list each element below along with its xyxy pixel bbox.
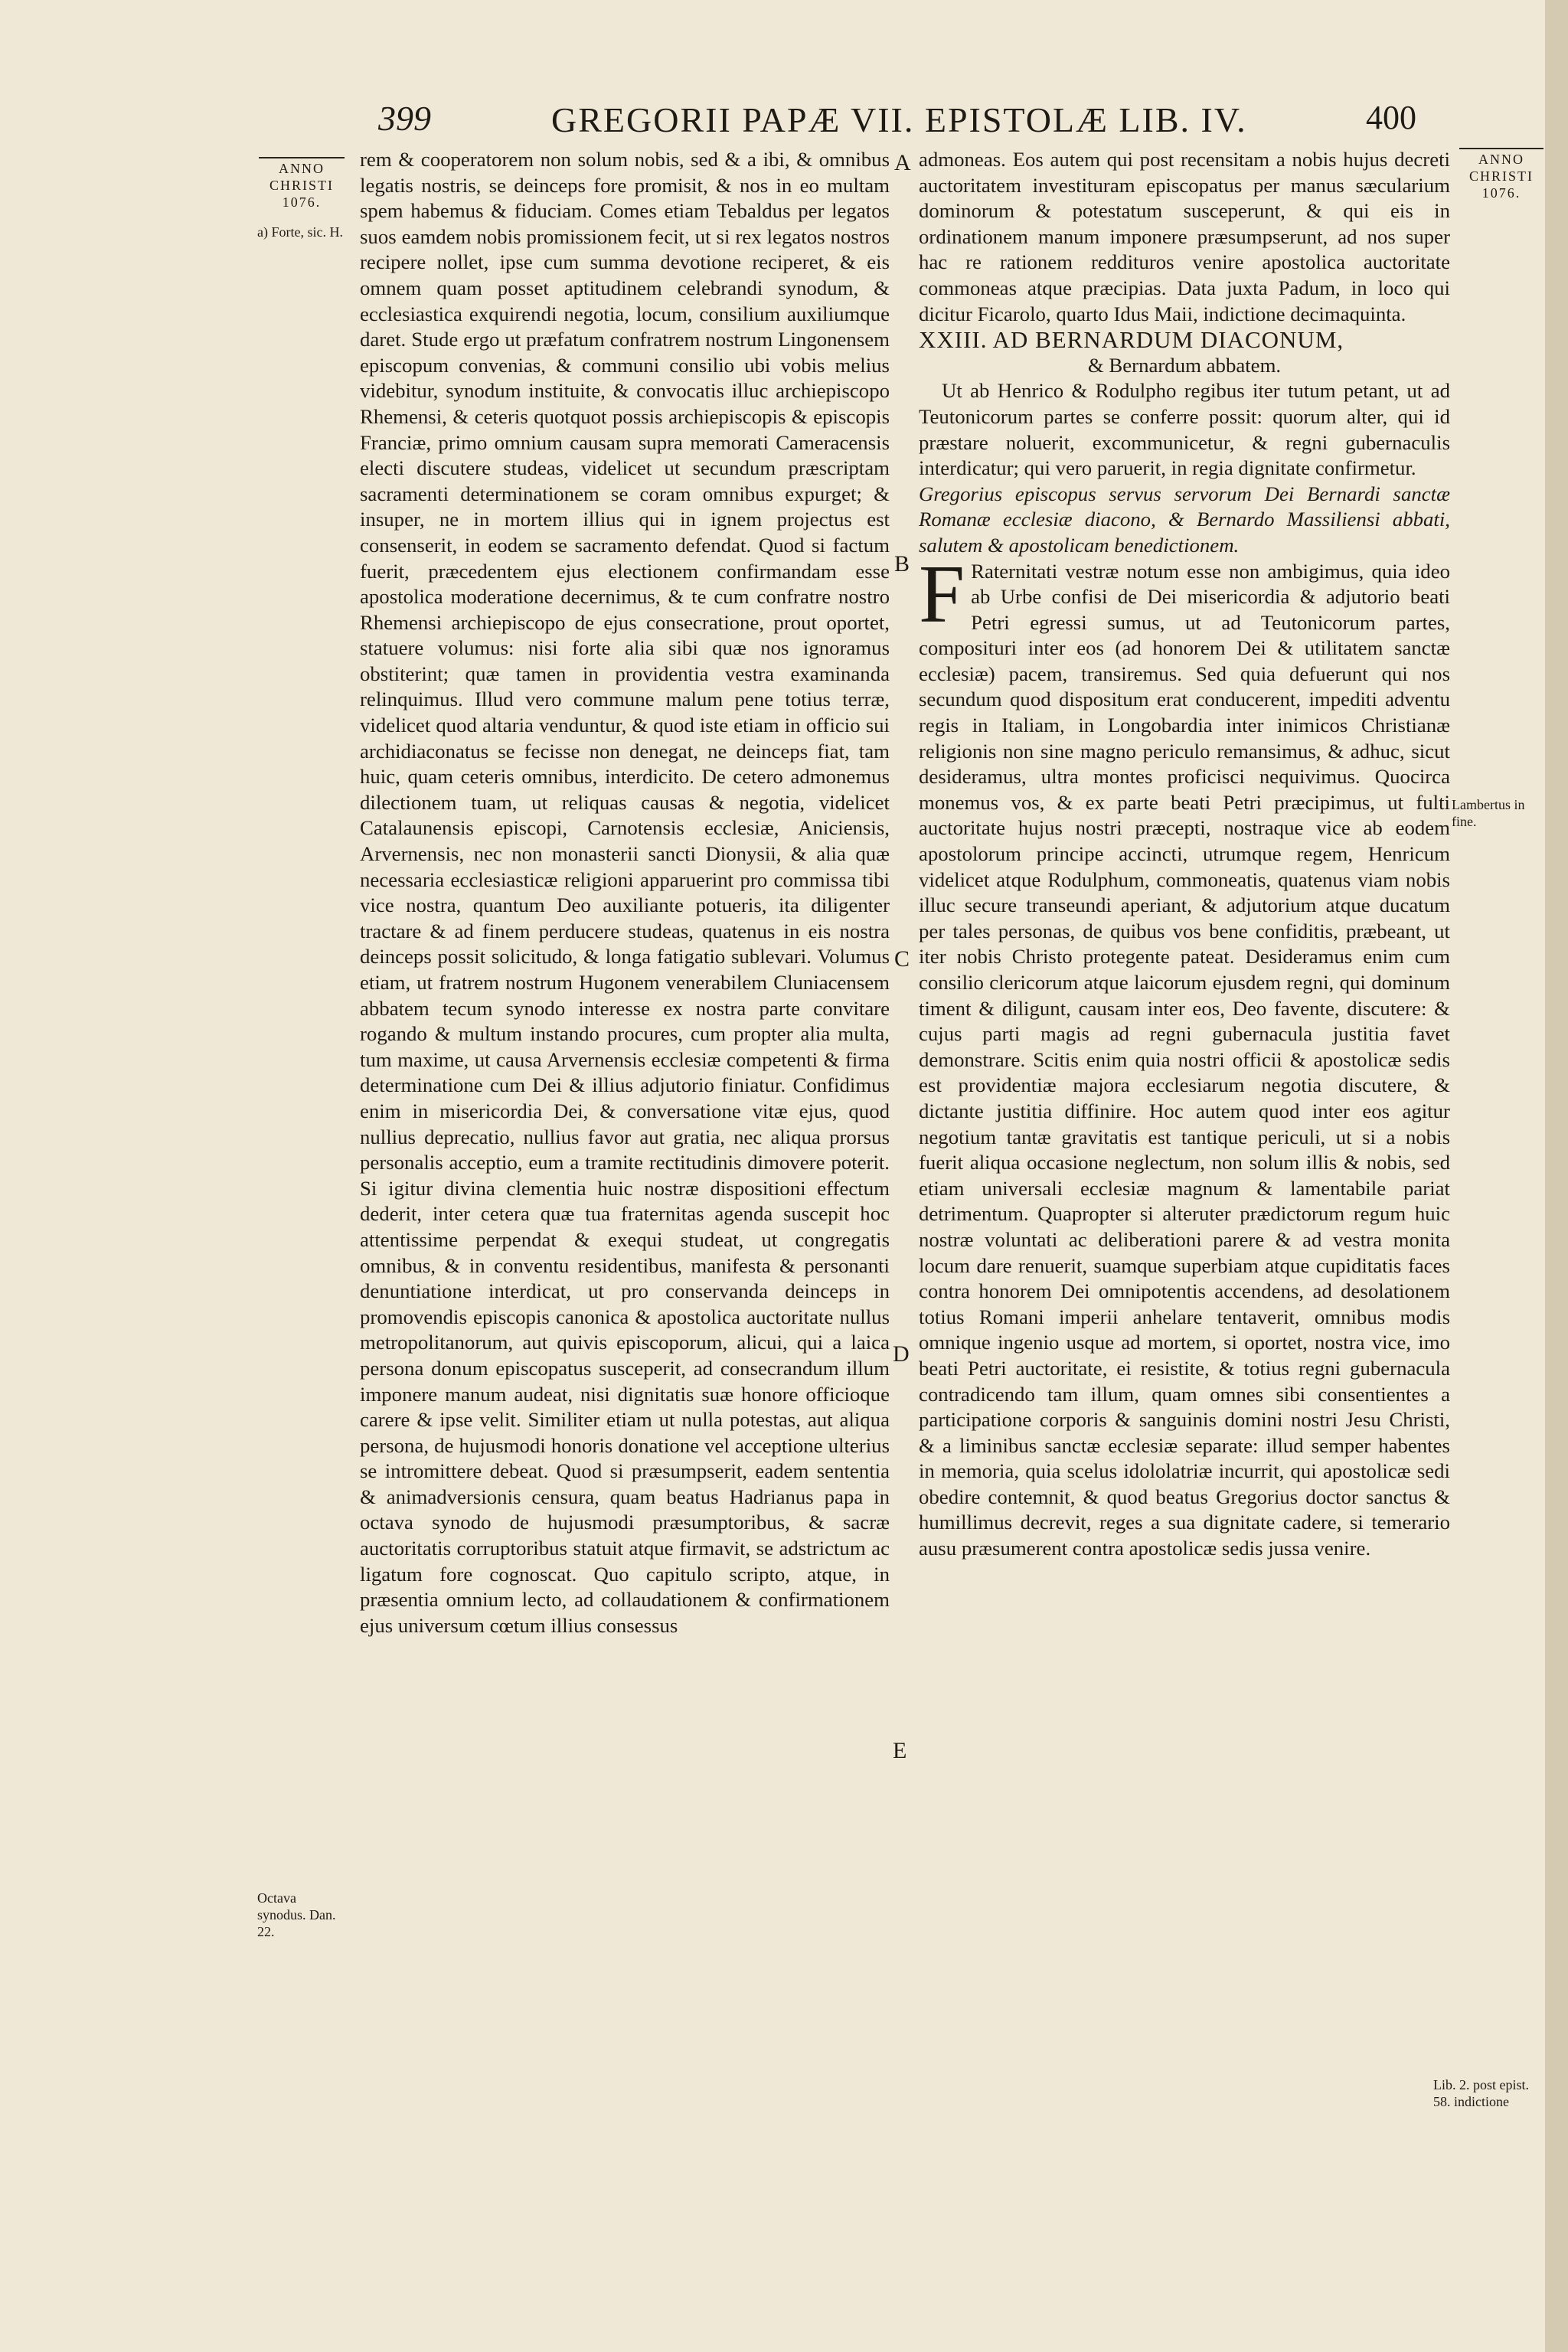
epistle-body: [919, 548, 1450, 1562]
running-header: [368, 98, 1424, 152]
epistle-body-text: Raternitati vestræ notum esse non ambigimus, quia ideo ab Urbe confisi de Dei misericordia & adjutorio beati Petri egressi sumus, ut ad Teutonicorum partes, composituri inter eos (ad honorem Dei & utilitatem sanctæ ecclesiæ) pacem, transiremus. Sed quia defuerunt qui nos secundum quod dispositum erat conducerent, impediti adventu regis in Italiam, in Longobardia inter inimicos Christianæ religionis non sine magno periculo remansimus, & adhuc, sicut desideramus, ultra montes proficisci nequivimus. Quocirca monemus vos, & ex parte beati Petri præcipimus, ut fulti auctoritate hujus nostri præcepti, nostraque vice ab eodem apostolorum principe accincti, utrumque regem, Henricum videlicet atque Rodulphum, commoneatis, quatenus viam nobis illuc secure transeundi aperiant, & adjutorium atque ducatum per tales personas, de quibus vos bene confiditis, præbeant, ut iter nobis Christo protegente pateat. Desideramus enim cum consilio clericorum atque laicorum ejusdem regni, qui dominum timent & diligunt, causam inter eos, Deo favente, discutere: & cujus parti magis ad regni gubernacula justitia favet demonstrare. Scitis enim quia nostri officii & apostolicæ sedis est providentiæ majora ecclesiarum negotia discutere, & dictante justitia diffinire. Hoc autem quod inter eos agitur negotium tantæ gravitatis est tantique periculi, ut si a nobis fuerit aliqua occasione neglectum, non solum illis & nobis, sed etiam universali ecclesiæ magnum & lamentabile pariat detrimentum. Quapropter si alteruter prædictorum regum huic nostræ voluntati ac deliberationi parere & ad vestra monita locum dare renuerit, suamque superbiam atque cupiditatis faces contra honorem Dei omnipotentis accendens, ad desolationem totius Romani imperii anhelare tentaverit, omnibus modis omnique ingenio usque ad mortem, si oportet, nostra vice, imo beati Petri auctoritate, ei resistite, & totius regni gubernacula contradicendo tam illum, quam omnes sibi consentientes a participatione corporis & sanguinis domini nostri Jesu Christi, & a liminibus sanctæ ecclesiæ separate: illud semper habentes in memoria, quia scelus idololatriæ incurrit, qui apostolicæ sedi obedire contemnit, & quod beatus Gregorius doctor sanctus & humillimus decrevit, reges a sua dignitate cadere, si temerario ausu præsumerent contra apostolicæ sedis jussa venire.: [919, 559, 1450, 1560]
year-label: 1076.: [1481, 185, 1521, 201]
margin-rule: [259, 157, 345, 158]
section-letter-a: A: [894, 150, 911, 175]
left-column-text: rem & cooperatorem non solum nobis, sed & a ibi, & omnibus legatis nostris, se deinceps fore promisit, & nos in eo multam spem habemus & fiduciam. Comes etiam Tebaldus per legatos suos eamdem nobis promissionem fecit, ut si rex legatos nostros recipere nollet, ipse cum summa devotione reciperet, & eis omnem quam posset aptitudinem celebrandi synodum, & ecclesiastica exquirendi negotia, locum, consilium auxiliumque daret. Stude ergo ut præfatum confratrem nostrum Lingonensem episcopum convenias, & communi consilio ubi vobis melius videbitur, synodum instituite, & convocatis illuc archiepiscopo Rhemensi, & ceteris quotquot possis archiepiscopis & episcopis Franciæ, primo omnium causam supra memorati Cameracensis electi discutere studeas, videlicet ut secundum præscriptam sacramenti determinationem se coram omnibus expurget; & insuper, ne in mortem illius qui in ignem projectus est consenserit, in eodem se sacramento defendat. Quod si factum fuerit, præcedentem ejus electionem confirmandam esse apostolica moderatione decernimus, & te cum confratre nostro Rhemensi archiepiscopo de ejus consecratione, prout oportet, statuere volumus: nisi forte alia sibi quæ nos ignoramus obstiterint; quæ tamen in providentia vestra examinanda relinquimus. Illud vero commune malum pene totius terræ, videlicet quod altaria venduntur, & quod iste etiam in officio sui archidiaconatus se fecisse non denegat, ne deinceps fiat, tam huic, quam ceteris omnibus, interdicito. De cetero admonemus dilectionem tuam, ut reliquas causas & negotia, videlicet Catalaunensis episcopi, Carnotensis ecclesiæ, Aniciensis, Arvernensis, nec non monasterii sancti Dionysii, & alia quæ necessaria ecclesiasticæ religioni apparuerint pro commissa tibi vice nostra, quantum Deo auxiliante potueris, ita diligenter tractare & ad finem perducere studeas, quatenus in eis nostra deinceps possit solicitudo, & longa fatigatio sublevari. Volumus etiam, ut fratrem nostrum Hugonem venerabilem Cluniacensem abbatem tecum synodo interesse ex nostra parte convitare rogando & multum instando procures, cum propter alia multa, tum maxime, ut causa Arvernensis ecclesiæ competenti & firma determinatione cum Dei & illius adjutorio finiatur. Confidimus enim in misericordia Dei, & conversatione vitæ ejus, quod nullius deprecatio, nullius favor aut gratia, nec aliqua prorsus personalis acceptio, eum a tramite rectitudinis dimovere poterit. Si igitur divina clementia huic nostræ dispositioni effectum dederit, inter cetera quæ tua fraternitas agenda suscepit hoc attentissime perpendat & exequi studeat, ut congregatis omnibus, & in conventu residentibus, manifesta & personanti denuntiatione interdicat, ut pro conservanda deinceps in promovendis episcopis canonica & apostolica auctoritate nullus metropolitanorum, aut quivis episcoporum, alicui, qui a laica persona donum episcopatus susceperit, ad consecrandum illum imponere manum audeat, nisi dignitatis suæ honore officioque carere & ipse velit. Similiter etiam ut nulla potestas, aut aliqua persona, de hujusmodi honoris donatione vel acceptione ulterius se intromittere debeat. Quod si præsumpserit, eadem sententia & animadversionis censura, quam beatus Hadrianus papa in octava synodo de hujusmodi præsumptoribus, & sacræ auctoritatis corruptoribus statuit atque firmavit, se adstrictum ac ligatum fore cognoscat. Quo capitulo scripto, atque, in præsentia omnium lecto, ad collaudationem & confirmationem ejus universum cœtum illius consessus: [360, 148, 890, 1637]
margin-note-lib: Lib. 2. post epist. 58. indictione: [1433, 2077, 1529, 2109]
text-column-left: [360, 147, 890, 1638]
anno-label: ANNO: [279, 161, 325, 176]
page-number-right: 400: [1366, 99, 1416, 136]
page-number-left: 399: [378, 99, 431, 138]
section-letter-e: E: [893, 1738, 907, 1763]
section-letter-d: D: [893, 1341, 910, 1367]
epistle-salutation: Gregorius episcopus servus servorum Dei Bernardi sanctæ Romanæ ecclesiæ diacono, & Bernardo Massiliensi abbati, salutem & apostolicam benedictionem.: [919, 482, 1450, 557]
section-letter-b: B: [894, 551, 910, 577]
epistle-heading: XXIII. AD BERNARDUM DIACONUM,: [919, 326, 1344, 354]
anno-label: ANNO: [1478, 152, 1524, 167]
margin-note-lambertus: Lambertus in fine.: [1452, 797, 1525, 829]
adjacent-page-edge: [1545, 0, 1568, 2352]
section-letter-c: C: [894, 946, 910, 972]
margin-note-forte: a) Forte, sic. H.: [257, 224, 343, 240]
epistle-subheading: & Bernardum abbatem.: [1087, 353, 1282, 377]
drop-cap: F: [919, 548, 965, 640]
epistle-summary: Ut ab Henrico & Rodulpho regibus iter tutum petant, ut ad Teutonicorum partes se conferre possit: quorum alter, qui id præstare noluerit, excommunicetur, & regni gubernaculis interdicatur; qui vero paruerit, in regia dignitate confirmetur.: [919, 379, 1450, 480]
margin-note-octava-synodus: Octava synodus. Dan. 22.: [257, 1890, 336, 1939]
letter-closing-text: admoneas. Eos autem qui post recensitam a nobis hujus decreti auctoritatem investituram episcopatus per manus sæcularium dominorum & potestatum susceperunt, & qui eis in ordinationem manum imponere præsumpserunt, ad nos super hac re rationem reddituros venire apostolica auctoritate commoneas atque præcipias. Data juxta Padum, in loco qui dicitur Ficarolo, quarto Idus Maii, indictione decimaquinta.: [919, 148, 1450, 325]
running-title: GREGORII PAPÆ VII. EPISTOLÆ LIB. IV.: [551, 100, 1247, 139]
text-column-right: [919, 147, 1450, 1562]
christi-label: CHRISTI: [269, 178, 334, 193]
margin-anno-left: [259, 157, 345, 211]
christi-label: CHRISTI: [1468, 168, 1534, 184]
margin-rule: [1459, 148, 1544, 149]
margin-anno-right: [1459, 148, 1544, 201]
year-label: 1076.: [282, 194, 322, 210]
